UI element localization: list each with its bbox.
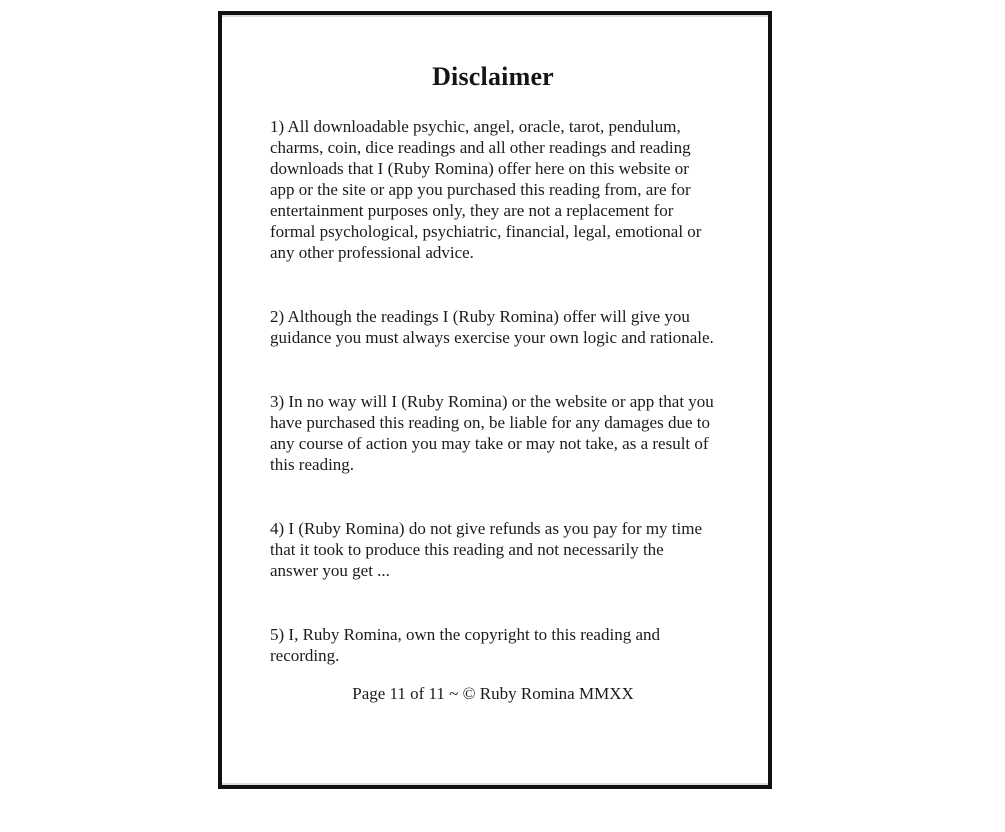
disclaimer-paragraph-3: 3) In no way will I (Ruby Romina) or the website or app that you have purchased this reading on, be liable for any damages due to any course of action you may take or may not take, as a result of this reading. [270,392,714,474]
disclaimer-paragraph-4: 4) I (Ruby Romina) do not give refunds as you pay for my time that it took to produce this reading and not necessarily the answer you get ... [270,519,703,580]
document-page [218,11,772,789]
page-footer: Page 11 of 11 ~ © Ruby Romina MMXX [352,684,634,703]
disclaimer-paragraph-1: 1) All downloadable psychic, angel, oracle, tarot, pendulum, charms, coin, dice readings and all other readings and reading downloads that I (Ruby Romina) offer here on this website or app or the site or app you purchased this reading from, are for entertainment purposes only, they are not a replacement for formal psychological, psychiatric, financial, legal, emotional or any other professional advice. [270,117,702,262]
document-content [222,62,768,832]
page-title: Disclaimer [432,62,554,91]
disclaimer-paragraph-5: 5) I, Ruby Romina, own the copyright to this reading and recording. [270,625,660,665]
disclaimer-paragraph-2: 2) Although the readings I (Ruby Romina) offer will give you guidance you must always exercise your own logic and rationale. [270,307,714,347]
